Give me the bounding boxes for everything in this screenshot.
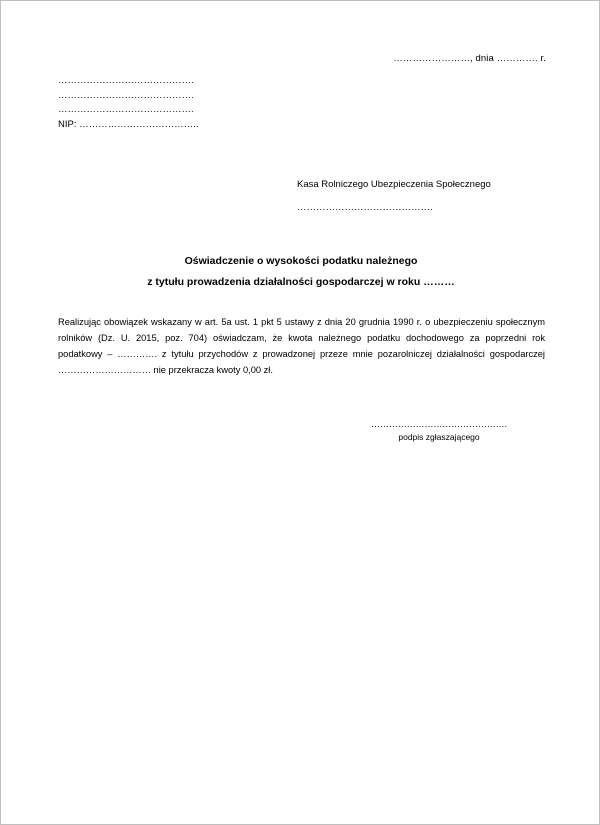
date-place-line: ……………………, dnia …………. r. <box>393 53 546 64</box>
document-title-line-1: Oświadczenie o wysokości podatku należnego <box>184 255 418 267</box>
declarant-line-2: ……………………………………. <box>58 89 194 101</box>
document-title <box>1 251 600 293</box>
recipient-name: Kasa Rolniczego Ubezpieczenia Społecznego <box>297 179 491 190</box>
document-title-line-2: z tytułu prowadzenia działalności gospodarczej w roku ……… <box>147 276 455 288</box>
signature-block <box>349 419 529 442</box>
declarant-line-1: ……………………………………. <box>58 75 194 86</box>
recipient-block <box>297 177 577 216</box>
declarant-nip-line: NIP: ……………………………….. <box>58 118 199 130</box>
declarant-line-3: ……………………………………. <box>58 104 194 115</box>
document-body-paragraph: Realizując obowiązek wskazany w art. 5a ust. 1 pkt 5 ustawy z dnia 20 grudnia 1990 r. o ubezpieczeniu społecznym rolników (Dz. U. 2015, poz. 704) oświadczam, że kwota należnego podatku dochodowego za poprzedni rok podatkowy – …………. z tytułu przychodów z prowadzonej przeze mnie pozarolniczej działalności gospodarczej ………………………… nie przekracza kwoty 0,00 zł. <box>58 317 545 375</box>
document-sheet <box>1 1 600 825</box>
signature-label: podpis zgłaszającego <box>398 432 480 442</box>
document-body <box>58 314 545 378</box>
signature-line: ………………………………………. <box>371 419 507 429</box>
declarant-details-block <box>58 74 318 132</box>
recipient-branch-line: ……………………………………. <box>297 202 433 213</box>
